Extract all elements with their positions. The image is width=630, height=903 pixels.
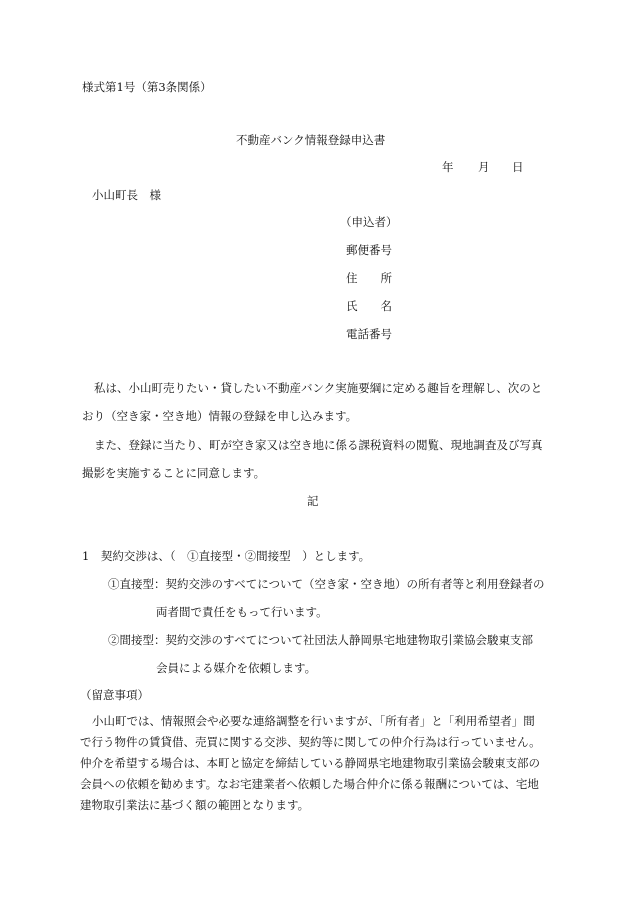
notes-line4: 会員への依頼を勧めます。なお宅建業者へ依頼した場合仲介に係る報酬については、宅地 xyxy=(80,777,539,791)
body-p1-line2: おり（空き家・空き地）情報の登録を申し込みます。 xyxy=(82,409,358,423)
applicant-heading: （申込者） xyxy=(340,215,398,229)
applicant-address: 住 所 xyxy=(346,271,392,285)
notes-heading: （留意事項） xyxy=(80,688,149,702)
ki-heading: 記 xyxy=(307,494,319,508)
date-month: 月 xyxy=(478,160,490,174)
body-p1-line1: 私は、小山町売りたい・貸したい不動産バンク実施要綱に定める趣旨を理解し、次のと xyxy=(94,381,543,395)
item-1-direct-line2: 両者間で責任をもって行います。 xyxy=(156,605,328,619)
applicant-phone: 電話番号 xyxy=(346,327,392,341)
date-day: 日 xyxy=(512,160,524,174)
item-1-indirect-line1: ②間接型：契約交渉のすべてについて社団法人静岡県宅地建物取引業協会駿東支部 xyxy=(108,633,534,647)
item-1-text: 1 契約交渉は、（ ①直接型・②間接型 ）とします。 xyxy=(82,549,371,563)
notes-line1: 小山町では、情報照会や必要な連絡調整を行いますが、「所有者」と「利用希望者」間 xyxy=(92,714,535,728)
applicant-name: 氏 名 xyxy=(346,299,392,313)
date-year: 年 xyxy=(442,160,454,174)
body-p2-line1: また、登録に当たり、町が空き家又は空き地に係る課税資料の閲覧、現地調査及び写真 xyxy=(94,438,543,452)
item-1-indirect-line2: 会員による媒介を依頼します。 xyxy=(156,661,317,675)
notes-line2: で行う物件の賃貸借、売買に関する交渉、契約等に関しての仲介行為は行っていません。 xyxy=(80,735,541,749)
body-p2-line2: 撮影を実施することに同意します。 xyxy=(82,466,266,480)
applicant-postal-code: 郵便番号 xyxy=(346,243,392,257)
notes-line5: 建物取引業法に基づく額の範囲となります。 xyxy=(80,798,310,812)
addressee: 小山町長 様 xyxy=(92,188,161,202)
item-1-direct-line1: ①直接型：契約交渉のすべてについて（空き家・空き地）の所有者等と利用登録者の xyxy=(108,577,545,591)
notes-line3: 仲介を希望する場合は、本町と協定を締結している静岡県宅地建物取引業協会駿東支部の xyxy=(80,756,540,770)
form-number: 様式第1号（第3条関係） xyxy=(82,80,212,94)
document-title: 不動産バンク情報登録申込書 xyxy=(236,133,386,147)
